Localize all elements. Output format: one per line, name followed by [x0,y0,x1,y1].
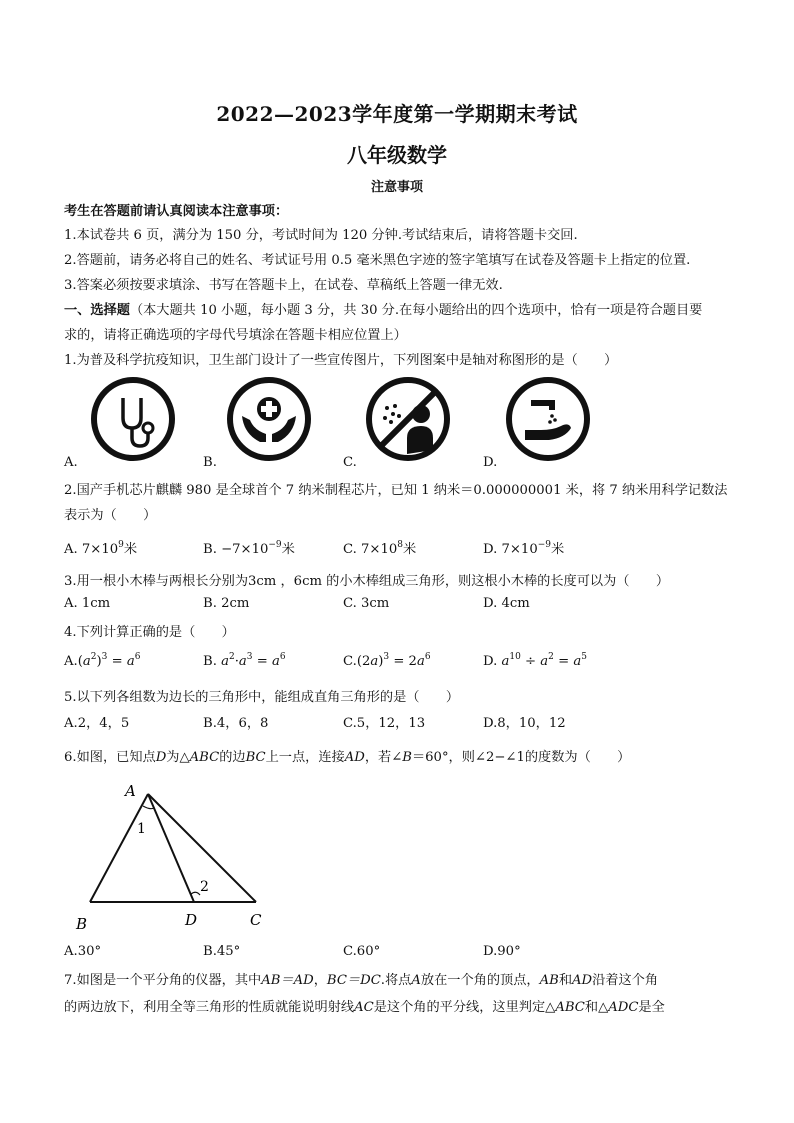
q7-s1i: 和 [558,973,572,988]
q2-stem-line1: 2.国产手机芯片麒麟 980 是全球首个 7 纳米制程芯片，已知 1 纳米＝0.000000001 米，将 7 纳米用科学记数法 [64,483,728,498]
q6-option-c[interactable]: C.60° [343,944,381,959]
q6-label-angle-1: 1 [137,821,146,837]
q7-s1k: 沿着这个角 [592,973,659,988]
q4-c-label: C. [343,654,357,669]
q6-option-a[interactable]: A.30° [64,944,102,959]
q6-stem [64,746,744,765]
q2-b-base: B. −7×10 [203,542,269,557]
medical-cross-hands-icon [226,376,312,462]
q2-d-exp: −9 [537,540,551,550]
q1-option-d[interactable]: D. [483,455,498,470]
q1-option-c[interactable]: C. [343,455,357,470]
q6-option-d[interactable]: D.90° [483,944,521,959]
exam-subtitle: 八年级数学 [347,143,447,167]
q6-label-c: C [250,911,262,929]
q2-d-base: D. 7×10 [483,542,538,557]
notice-item-3: 3.答案必须按要求填涂、书写在答题卡上，在试卷、草稿纸上答题一律无效. [64,278,503,293]
q7-s2a: 的两边放下，利用全等三角形的性质就能说明射线 [64,1000,355,1015]
q6-var-bc: BC [245,750,266,765]
q7-stem-line2 [64,996,744,1015]
q6-var-d: D [155,750,167,765]
q2-option-c[interactable] [343,538,416,557]
q7-s1b: AB＝AD [261,973,314,988]
q2-option-a[interactable] [64,538,137,557]
q7-s2f: ADC [608,1000,639,1015]
q4-d-formula: $a^{10} \div a^2 = a^5$ [501,652,587,669]
q3-option-b[interactable]: B. 2cm [203,596,250,611]
q4-c-formula: $(2a)^3 = 2a^6$ [356,652,431,669]
notice-intro: 考生在答题前请认真阅读本注意事项： [64,204,289,219]
q5-option-b[interactable]: B.4，6，8 [203,716,269,731]
q7-s2c: 是这个角的平分线，这里判定△ [373,1000,556,1015]
q6-stem-e: ，若∠ [364,750,403,765]
q3-option-c[interactable]: C. 3cm [343,596,390,611]
q6-var-ad: AD [344,750,365,765]
q5-stem: 5.以下列各组数为边长的三角形中，能组成直角三角形的是（ ） [64,690,460,705]
q4-b-formula: $a^2\cdot a^3 = a^6$ [221,652,286,669]
q6-segment-ad [148,794,194,902]
q6-stem-d: 上一点，连接 [265,750,345,765]
q5-option-a[interactable]: A.2，4，5 [64,716,130,731]
q7-s1f: A [411,973,421,988]
stethoscope-icon [90,376,176,462]
q2-option-d[interactable] [483,538,564,557]
q6-option-b[interactable]: B.45° [203,944,241,959]
q3-option-d[interactable]: D. 4cm [483,596,530,611]
q6-label-b: B [76,915,88,933]
q2-a-unit: 米 [123,542,138,557]
q2-a-exp: 9 [118,540,124,550]
q7-s1d: BC＝DC [326,973,381,988]
q2-c-base: C. 7×10 [343,542,398,557]
q5-option-c[interactable]: C.5，12，13 [343,716,426,731]
q6-side-ab [90,794,148,902]
q7-s2b: AC [354,1000,374,1015]
q4-d-label: D. [483,654,498,669]
q4-option-c[interactable] [343,654,431,669]
notice-heading: 注意事项 [370,180,423,195]
q7-s2e: 和△ [584,1000,609,1015]
notice-item-2: 2.答题前，请务必将自己的姓名、考试证号用 0.5 毫米黑色字迹的签字笔填写在试卷及答题卡上指定的位置. [64,253,691,268]
q7-s1c: ， [313,973,327,988]
q6-label-a: A [125,782,136,800]
q4-stem: 4.下列计算正确的是（ ） [64,625,235,640]
q6-angle-2-arc [191,892,200,895]
section-1-desc-line1: （本大题共 10 小题，每小题 3 分，共 30 分.在每小题给出的四个选项中，恰有一项是符合题目要 [129,303,703,318]
q4-a-formula: $(a^2)^3 = a^6$ [77,652,141,669]
q4-option-a[interactable] [64,654,140,669]
q2-d-unit: 米 [551,542,565,557]
q3-stem: 3.用一根小木棒与两根长分别为3cm ，6cm 的小木棒组成三角形，则这根小木棒的长度可以为（ ） [64,574,670,589]
q6-label-angle-2: 2 [200,879,209,895]
q7-s1h: AB [539,973,559,988]
q7-s1e: .将点 [380,973,412,988]
q6-var-b: B [402,750,412,765]
q2-stem-line2: 表示为（ ） [64,508,157,523]
exam-title: 2022—2023学年度第一学期期末考试 [216,102,578,126]
q4-option-d[interactable] [483,654,587,669]
q4-b-label: B. [203,654,217,669]
q7-s1g: 放在一个角的顶点， [420,973,540,988]
q7-s2g: 是全 [638,1000,665,1015]
q2-c-exp: 8 [397,540,403,550]
notice-item-1: 1.本试卷共 6 页，满分为 150 分，考试时间为 120 分钟.考试结束后，请将答题卡交回. [64,228,578,243]
q1-stem: 1.为普及科学抗疫知识，卫生部门设计了一些宣传图片，下列图案中是轴对称图形的是（ ） [64,353,618,368]
no-spitting-icon [365,376,451,462]
q6-stem-c: 的边 [219,750,246,765]
q2-option-b[interactable] [203,538,295,557]
q1-option-a[interactable]: A. [64,455,78,470]
q6-label-d: D [185,911,198,929]
q2-b-exp: −9 [268,540,282,550]
q1-option-b[interactable]: B. [203,455,217,470]
section-1-desc-line2: 求的，请将正确选项的字母代号填涂在答题卡相应位置上） [64,328,407,343]
q6-stem-f: ＝60°，则∠2−∠1的度数为（ ） [411,750,631,765]
q4-a-label: A. [64,654,78,669]
q6-stem-a: 6.如图，已知点 [64,750,156,765]
section-1-heading: 一、选择题 [64,303,130,318]
q6-stem-b: 为△ [166,750,190,765]
q2-b-unit: 米 [281,542,295,557]
q2-c-unit: 米 [402,542,417,557]
hand-washing-icon [505,376,591,462]
q7-s2d: ABC [555,1000,585,1015]
section-1-intro [64,299,744,318]
q5-option-d[interactable]: D.8，10，12 [483,716,566,731]
q7-s1j: AD [572,973,593,988]
q7-stem-line1 [64,969,744,988]
q3-option-a[interactable]: A. 1cm [64,596,111,611]
q6-triangle-figure [70,778,270,934]
q7-s1a: 7.如图是一个平分角的仪器，其中 [64,973,262,988]
q4-option-b[interactable] [203,654,286,669]
q2-a-base: A. 7×10 [64,542,119,557]
q6-var-abc: ABC [189,750,220,765]
